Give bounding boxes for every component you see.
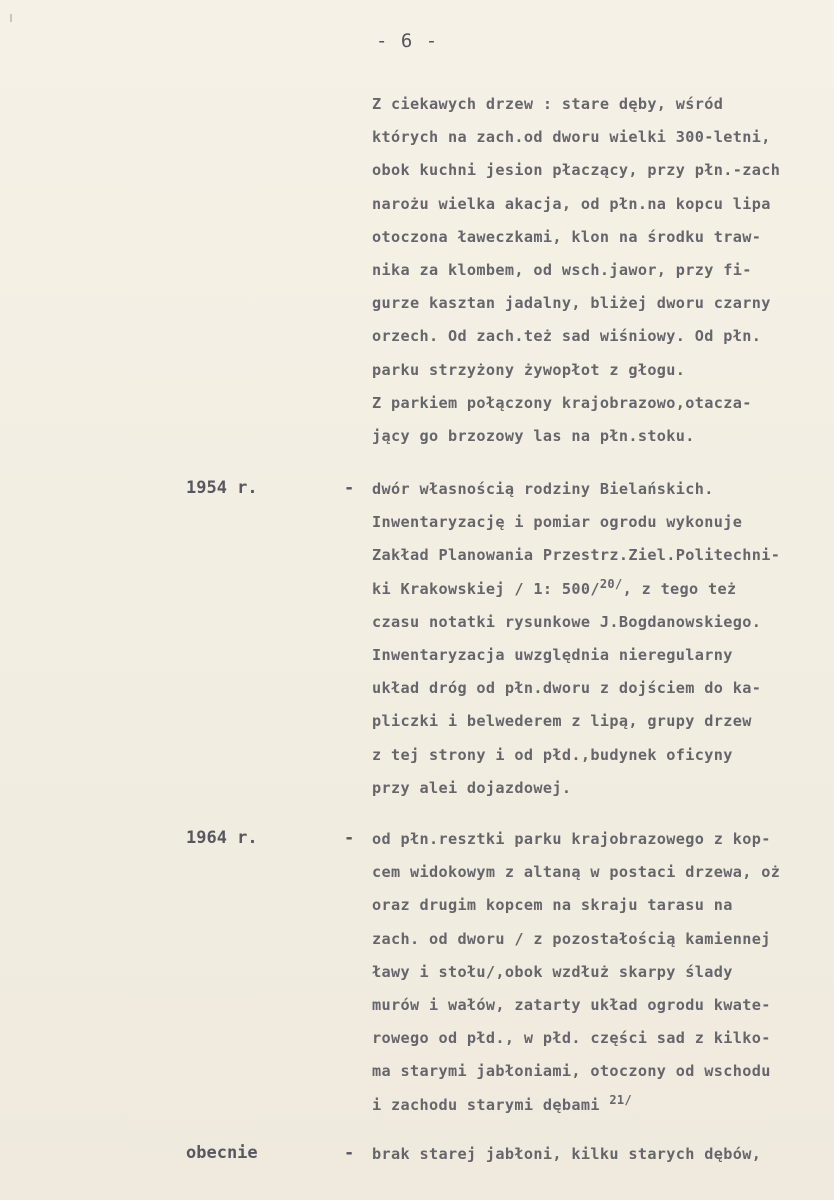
text-segment: i zachodu starymi dębami: [372, 1095, 600, 1114]
text-segment: , z tego też: [622, 579, 737, 598]
text-line: ławy i stołu/,obok wzdłuż skarpy ślady: [372, 962, 733, 981]
text-line: brak starej jabłoni, kilku starych dębów,: [372, 1145, 762, 1163]
entry-date-current: obecnie: [186, 1143, 258, 1163]
entry-dash: -: [344, 828, 355, 848]
text-line: cem widokowym z altaną w postaci drzewa, oż: [372, 863, 781, 882]
entry-current-text: [372, 1138, 832, 1171]
entry-date-1964: 1964 r.: [186, 828, 258, 848]
footnote-ref: 21/: [609, 1092, 633, 1107]
text-line: nika za klombem, od wsch.jawor, przy fi-: [372, 260, 752, 279]
text-line: oraz drugim kopcem na skraju tarasu na: [372, 896, 733, 915]
text-line: jący go brzozowy las na płn.stoku.: [372, 426, 695, 445]
text-line: orzech. Od zach.też sad wiśniowy. Od płn.: [372, 327, 762, 346]
text-line: układ dróg od płn.dworu z dojściem do ka-: [372, 679, 762, 698]
entry-date-1954: 1954 r.: [186, 478, 258, 498]
text-line: Z ciekawych drzew : stare dęby, wśród: [372, 95, 724, 113]
text-line: Z parkiem połączony krajobrazowo,otacza-: [372, 393, 752, 412]
text-line: przy alei dojazdowej.: [372, 778, 572, 797]
text-line: których na zach.od dworu wielki 300-letni,: [372, 128, 771, 147]
text-line: narożu wielka akacja, od płn.na kopcu lipa: [372, 194, 771, 213]
text-line: dwór własnością rodziny Bielańskich.: [372, 480, 714, 498]
text-line: gurze kasztan jadalny, bliżej dworu czarny: [372, 294, 771, 313]
text-line: parku strzyżony żywopłot z głogu.: [372, 360, 686, 379]
text-line: rowego od płd., w płd. części sad z kilko-: [372, 1029, 771, 1048]
page-number: - 6 -: [376, 30, 439, 52]
intro-paragraph: [372, 88, 832, 453]
text-line-with-footnote: [372, 1089, 832, 1122]
text-line: Inwentaryzację i pomiar ogrodu wykonuje: [372, 513, 743, 532]
text-line: otoczona ławeczkami, klon na środku traw-: [372, 227, 762, 246]
text-line: z tej strony i od płd.,budynek oficyny: [372, 745, 733, 764]
margin-mark: [10, 14, 12, 22]
text-line: czasu notatki rysunkowe J.Bogdanowskiego.: [372, 612, 762, 631]
entry-dash: -: [344, 1143, 355, 1163]
text-segment: ki Krakowskiej / 1: 500/: [372, 579, 600, 598]
entry-1964-text: [372, 823, 832, 1122]
text-line: Zakład Planowania Przestrz.Ziel.Politechni-: [372, 546, 781, 565]
text-line-with-footnote: [372, 573, 832, 606]
text-line: zach. od dworu / z pozostałością kamiennej: [372, 929, 771, 948]
text-line: murów i wałów, zatarty układ ogrodu kwate-: [372, 995, 771, 1014]
entry-dash: -: [344, 478, 355, 498]
text-line: obok kuchni jesion płaczący, przy płn.-zach: [372, 161, 781, 180]
entry-1954-text: [372, 473, 832, 805]
text-line: ma starymi jabłoniami, otoczony od wschodu: [372, 1062, 771, 1081]
footnote-ref: 20/: [599, 576, 623, 591]
text-line: od płn.resztki parku krajobrazowego z kop-: [372, 830, 771, 848]
text-line: Inwentaryzacja uwzględnia nieregularny: [372, 645, 733, 664]
text-line: pliczki i belwederem z lipą, grupy drzew: [372, 712, 752, 731]
